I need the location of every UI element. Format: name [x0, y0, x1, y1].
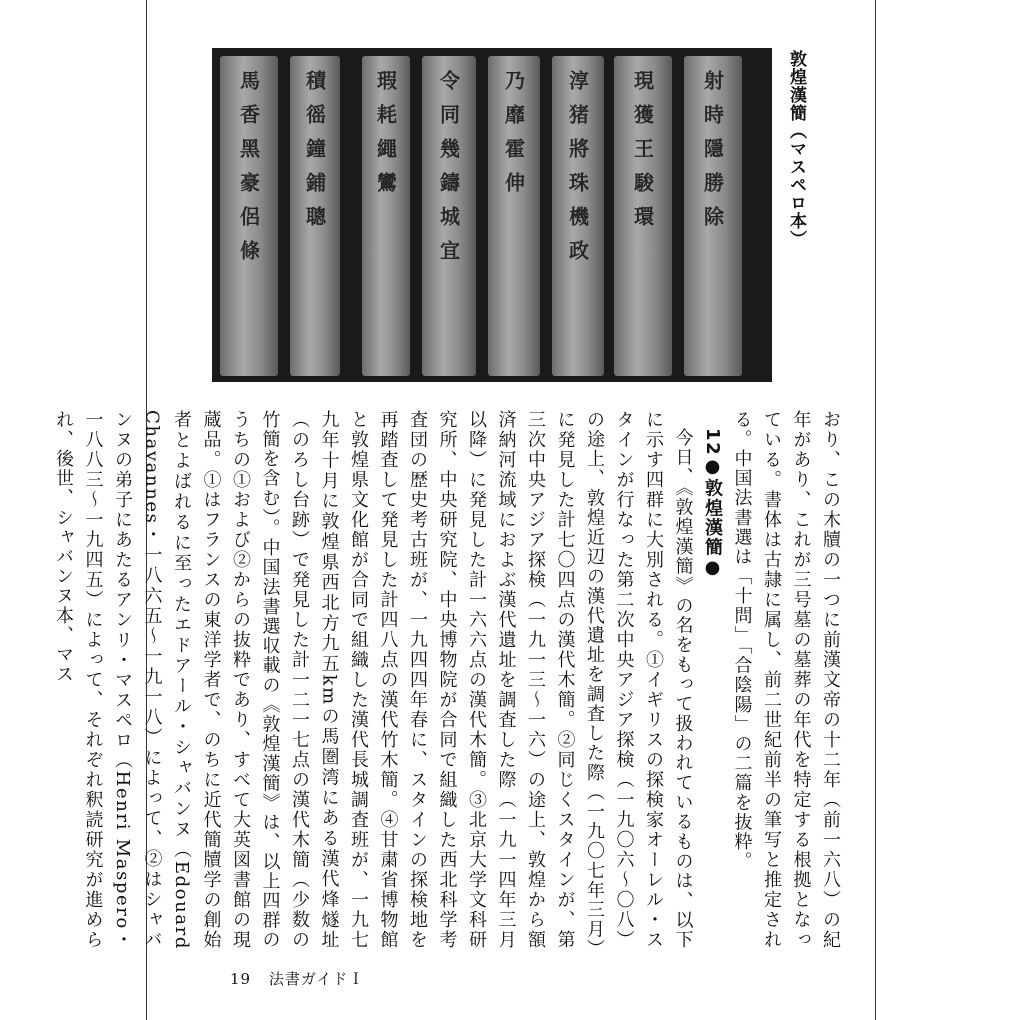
page-number: 19: [230, 970, 252, 988]
body-paragraph: 今日、《敦煌漢簡》の名をもって扱われているものは、以下に示す四群に大別される。①イギリスの探検家オーレル・スタインが行なった第二次中央アジア探検（一九〇六〜〇八）の途上、敦煌近辺の漢代遺址を調査した際（一九〇七年三月）に発見した計七〇四点の漢代木簡。②同じくスタインが、第三次中央アジア探検（一九一三〜一六）の途上、敦煌から額済納河流域におよぶ漢代遺址を調査した際（一九一四年三月以降）に発見した計一六六点の漢代木簡。③北京大学文科研究所、中央研究院、中央博物院が合同で組織した西北科学考査団の歴史考古班が、一九四四年春に、スタインの探検地を再踏査して発見した計四八点の漢代竹木簡。④甘粛省博物館と敦煌県文化館が合同で組織した漢代長城調査班が、一九七九年十月に敦煌県西北方九五kmの馬圏湾にある漢代烽燧址（のろし台跡）で発見した計一二一七点の漢代木簡（少数の竹簡を含む）。中国法書選収載の《敦煌漢簡》は、以上四群のうちの①および②からの抜粋であり、すべて大英図書館の現蔵品。①はフランスの東洋学者で、のちに近代簡牘学の創始者とよばれるに至ったエドアール・シャバンヌ（Edouard Chavannes・一八六五〜一九一八）によって、②はシャバンヌの弟子にあたるアンリ・マスペロ（Henri Maspero・一八八三〜一九四五）によって、それぞれ釈読研究が進められ、後世、シャバンヌ本、マス: [53, 410, 694, 950]
section-heading: 12●敦煌漢簡●: [702, 428, 723, 580]
photo-caption: 敦煌漢簡（マスペロ本）: [786, 50, 806, 248]
bamboo-slips-photo: [212, 48, 772, 382]
slip-4: 乃靡霍伸: [488, 56, 540, 376]
slip-5: 令同幾鑄城宜: [422, 56, 476, 376]
article-body: [53, 410, 845, 950]
slip-7: 積徭鐘鋪聰: [290, 56, 340, 376]
slip-1: 射時隱勝除: [684, 56, 742, 376]
slip-2: 現獲王駿環: [614, 56, 672, 376]
page-footer: [230, 968, 364, 989]
book-title: 法書ガイドＩ: [268, 970, 365, 988]
slip-3: 淳猪將珠機政: [552, 56, 604, 376]
slip-8: 馬香黑豪侶條: [220, 56, 278, 376]
slip-6: 瑕耗繩鸞: [362, 56, 410, 376]
intro-paragraph: おり、この木牘の一つに前漢文帝の十二年（前一六八）の紀年があり、これが三号墓の墓葬の年代を特定する根拠となっている。書体は古隷に属し、前二世紀前半の筆写と推定される。中国法書選は「十問」「合陰陽」の二篇を抜粋。: [731, 410, 841, 950]
